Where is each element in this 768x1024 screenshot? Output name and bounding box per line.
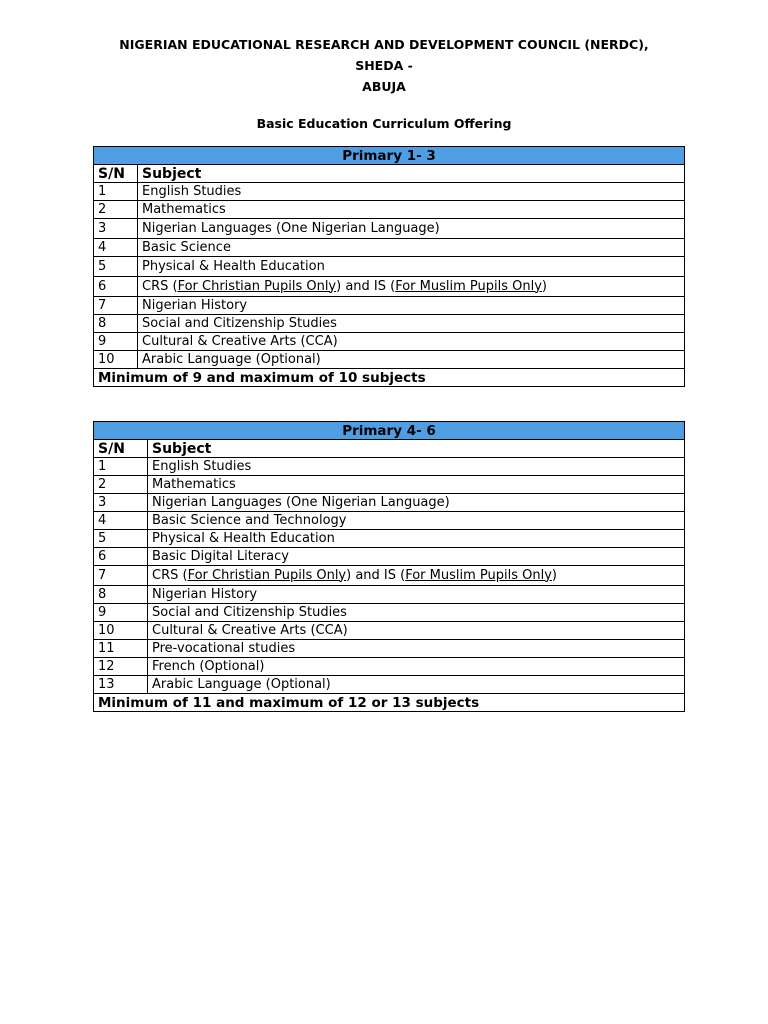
table-row: [94, 297, 685, 315]
subject-count-note: Minimum of 11 and maximum of 12 or 13 subjects: [94, 694, 685, 712]
underlined-note: For Christian Pupils Only: [187, 567, 347, 583]
sn-cell: 5: [94, 257, 138, 277]
sn-cell: 1: [94, 183, 138, 201]
sn-cell: 1: [94, 458, 148, 476]
sn-column-header: S/N: [94, 440, 148, 458]
underlined-note: For Christian Pupils Only: [177, 278, 337, 294]
column-header-row: [94, 440, 685, 458]
table-row: [94, 622, 685, 640]
subject-count-note: Minimum of 9 and maximum of 10 subjects: [94, 369, 685, 387]
sn-cell: 2: [94, 201, 138, 219]
table-band-title: Primary 1- 3: [94, 147, 685, 165]
sn-cell: 10: [94, 622, 148, 640]
table-row: [94, 333, 685, 351]
subject-cell: Cultural & Creative Arts (CCA): [138, 333, 685, 351]
table-row: [94, 351, 685, 369]
underlined-note: For Muslim Pupils Only: [395, 278, 542, 294]
table-band-title: Primary 4- 6: [94, 422, 685, 440]
sn-cell: 5: [94, 530, 148, 548]
sn-cell: 12: [94, 658, 148, 676]
sn-cell: 3: [94, 494, 148, 512]
table-row: [94, 548, 685, 566]
document-title: Basic Education Curriculum Offering: [256, 116, 512, 131]
sn-cell: 11: [94, 640, 148, 658]
table-row: [94, 586, 685, 604]
subject-column-header: Subject: [138, 165, 685, 183]
table-row: [94, 530, 685, 548]
subject-text: CRS (: [152, 567, 188, 583]
table-row: [94, 512, 685, 530]
subject-cell: Social and Citizenship Studies: [138, 315, 685, 333]
subject-cell: Cultural & Creative Arts (CCA): [148, 622, 685, 640]
subject-text: ) and IS (: [346, 567, 406, 583]
subject-cell: English Studies: [148, 458, 685, 476]
subject-column-header: Subject: [148, 440, 685, 458]
subject-cell: [138, 277, 685, 297]
subject-text: ): [541, 278, 547, 294]
subject-cell: Basic Science: [138, 239, 685, 257]
subject-cell: Physical & Health Education: [148, 530, 685, 548]
sn-cell: 9: [94, 604, 148, 622]
sn-cell: 10: [94, 351, 138, 369]
subject-cell: Nigerian Languages (One Nigerian Language): [148, 494, 685, 512]
document-header: [100, 34, 668, 97]
table-row: [94, 315, 685, 333]
table-footer-row: [94, 369, 685, 387]
table-footer-row: [94, 694, 685, 712]
subject-cell: Nigerian Languages (One Nigerian Language): [138, 219, 685, 239]
primary-4-6-table: [93, 421, 685, 712]
header-line-1: NIGERIAN EDUCATIONAL RESEARCH AND DEVELOPMENT COUNCIL (NERDC), SHEDA -: [119, 37, 649, 73]
table-row: [94, 566, 685, 586]
table-row: [94, 476, 685, 494]
sn-cell: 6: [94, 277, 138, 297]
column-header-row: [94, 165, 685, 183]
sn-cell: 8: [94, 586, 148, 604]
table-band-row: [94, 147, 685, 165]
table-row: [94, 201, 685, 219]
subject-cell: Nigerian History: [148, 586, 685, 604]
header-line-2: ABUJA: [362, 79, 406, 94]
subject-text: ) and IS (: [336, 278, 396, 294]
sn-cell: 2: [94, 476, 148, 494]
table-row: [94, 604, 685, 622]
subject-cell: Basic Digital Literacy: [148, 548, 685, 566]
table-row: [94, 458, 685, 476]
subject-cell: Pre-vocational studies: [148, 640, 685, 658]
table-row: [94, 640, 685, 658]
subject-cell: Arabic Language (Optional): [148, 676, 685, 694]
subject-text: CRS (: [142, 278, 178, 294]
table-row: [94, 494, 685, 512]
table-band-row: [94, 422, 685, 440]
subject-cell: Social and Citizenship Studies: [148, 604, 685, 622]
sn-cell: 9: [94, 333, 138, 351]
subject-cell: Nigerian History: [138, 297, 685, 315]
subject-cell: Basic Science and Technology: [148, 512, 685, 530]
primary-1-3-table: [93, 146, 685, 387]
sn-cell: 7: [94, 297, 138, 315]
subject-cell: French (Optional): [148, 658, 685, 676]
sn-column-header: S/N: [94, 165, 138, 183]
table-row: [94, 183, 685, 201]
sn-cell: 4: [94, 239, 138, 257]
sn-cell: 13: [94, 676, 148, 694]
subject-cell: Physical & Health Education: [138, 257, 685, 277]
table-row: [94, 219, 685, 239]
subject-text: ): [551, 567, 557, 583]
sn-cell: 8: [94, 315, 138, 333]
table-row: [94, 239, 685, 257]
subject-cell: [148, 566, 685, 586]
subject-cell: Arabic Language (Optional): [138, 351, 685, 369]
sn-cell: 4: [94, 512, 148, 530]
underlined-note: For Muslim Pupils Only: [405, 567, 552, 583]
table-row: [94, 277, 685, 297]
subject-cell: Mathematics: [138, 201, 685, 219]
subject-cell: English Studies: [138, 183, 685, 201]
subject-cell: Mathematics: [148, 476, 685, 494]
table-row: [94, 676, 685, 694]
sn-cell: 6: [94, 548, 148, 566]
sn-cell: 3: [94, 219, 138, 239]
table-row: [94, 257, 685, 277]
sn-cell: 7: [94, 566, 148, 586]
table-row: [94, 658, 685, 676]
